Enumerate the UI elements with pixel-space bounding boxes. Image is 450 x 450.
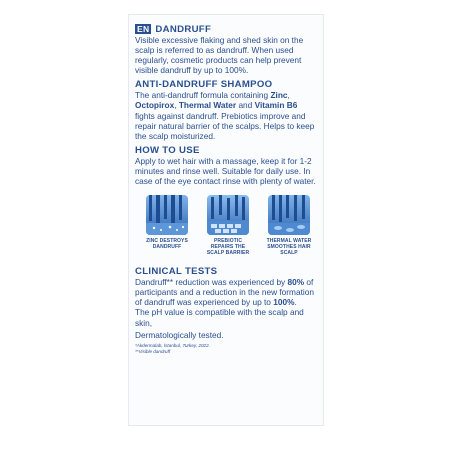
zinc-illustration bbox=[146, 195, 188, 235]
benefit-zinc bbox=[141, 195, 193, 256]
benefit-prebiotic-caption: PREBIOTIC REPAIRS THE SCALP BARRIER bbox=[206, 238, 250, 257]
shampoo-rest: fights against dandruff. Prebiotics improve and repair natural barrier of the scalps. Helps to keep the scalp moisturized. bbox=[135, 110, 315, 141]
benefit-zinc-caption: ZINC DESTROYS DANDRUFF bbox=[146, 238, 188, 251]
shampoo-title: ANTI-DANDRUFF SHAMPOO bbox=[135, 79, 273, 91]
ingredient-zinc: Zinc bbox=[270, 90, 288, 101]
language-tag: EN bbox=[137, 24, 150, 34]
clinical-section bbox=[135, 266, 319, 355]
shampoo-text bbox=[135, 90, 319, 140]
clinical-title: CLINICAL TESTS bbox=[135, 266, 218, 278]
howto-title: HOW TO USE bbox=[135, 144, 200, 156]
dandruff-text: Visible excessive flaking and shed skin on the scalp is referred to as dandruff. When used regularly, cosmetic products can help prevent visible dandruff by up to 100%. bbox=[135, 35, 304, 76]
derm-text: Dermatologically tested. bbox=[135, 329, 224, 340]
howto-text: Apply to wet hair with a massage, keep it for 1-2 minutes and rinse well. Suitable for daily use. In case of the eye contact rinse with plenty of water. bbox=[135, 155, 316, 187]
ingredient-octopirox: Octopirox bbox=[135, 100, 175, 111]
clinical-text-a: Dandruff** reduction was experienced by bbox=[135, 277, 288, 288]
clinical-text-c: of participants and a reduction in the new formation of dandruff was experienced by up to bbox=[135, 277, 314, 308]
footnote-2: **Visible dandruff bbox=[135, 348, 171, 354]
ingredient-sep: and bbox=[236, 100, 255, 111]
benefit-thermal-water-caption: THERMAL WATER SMOOTHES HAIR SCALP bbox=[266, 238, 312, 257]
thermal-water-illustration bbox=[268, 195, 310, 235]
ingredient-vitamin-b6: Vitamin B6 bbox=[254, 100, 298, 111]
dandruff-title: DANDRUFF bbox=[155, 24, 212, 35]
ingredient-sep: , bbox=[174, 100, 179, 111]
clinical-100-percent: 100% bbox=[273, 297, 295, 308]
clinical-text bbox=[135, 277, 319, 307]
dandruff-heading bbox=[135, 24, 319, 35]
ingredient-thermal-water: Thermal Water bbox=[178, 100, 237, 111]
clinical-80-percent: 80% bbox=[287, 277, 305, 288]
prebiotic-illustration bbox=[207, 195, 249, 235]
benefit-images bbox=[135, 195, 319, 256]
benefit-thermal-water bbox=[263, 195, 315, 256]
shampoo-intro: The anti-dandruff formula containing bbox=[135, 90, 271, 101]
clinical-text-e: . bbox=[294, 297, 297, 308]
benefit-prebiotic bbox=[202, 195, 254, 256]
ingredient-sep: , bbox=[287, 90, 290, 101]
label-content bbox=[135, 24, 319, 355]
ph-text: The pH value is compatible with the scalp and skin, bbox=[135, 307, 304, 328]
footnote-1: *Akdermalab, İstanbul, Turkey, 2022. bbox=[135, 342, 210, 348]
